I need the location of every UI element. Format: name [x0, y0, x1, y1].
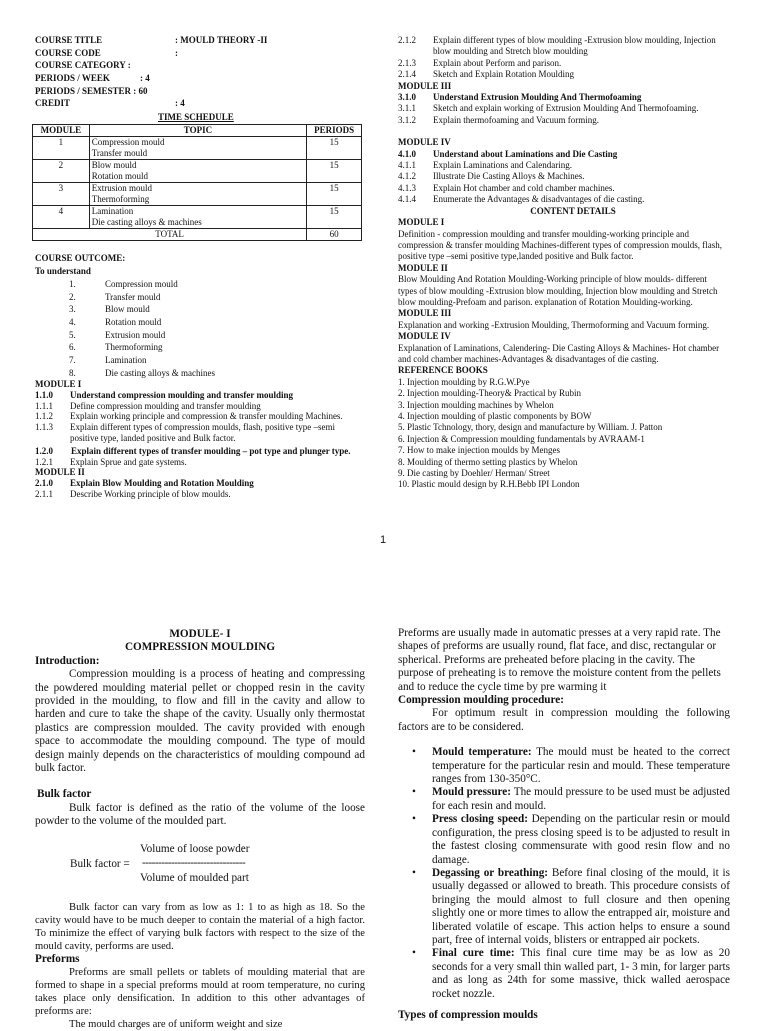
- content-paragraph: Blow Moulding And Rotation Moulding-Working principle of blow moulds- different types of blow moulding -Extrusion blow moulding, Injection blow moulding and Stretch blow moulding-Prefoam and parison. explanation of Rotation Moulding-working.: [398, 274, 718, 307]
- schedule-table: [32, 124, 362, 241]
- header-row: PERIODS / WEEK : 4: [35, 73, 150, 84]
- col-header-module: MODULE: [33, 125, 90, 137]
- reference-item: 3. Injection moulding machines by Whelon: [398, 399, 554, 410]
- module-heading: MODULE II: [35, 467, 85, 478]
- table-row: 3 Extrusion mould Thermoforming 15: [33, 183, 362, 206]
- reference-item: 10. Plastic mould design by R.H.Bebb IPI London: [398, 479, 580, 490]
- list-item: • Mould temperature: The mould must be heated to the correct temperature for the particular resin and mould. These temperature ranges from 130-350°C.: [412, 746, 730, 786]
- objectives-right: [398, 35, 728, 491]
- content-details-title: CONTENT DETAILS: [530, 205, 616, 216]
- list-item: 8. Die casting alloys & machines: [69, 367, 215, 378]
- objective-item: 2.1.3 Explain about Perform and parison.: [398, 57, 562, 68]
- list-item: • Final cure time: This final cure time may be as low as 20 seconds for a very small thin walled part, 1- 3 min, for larger parts and as long as 24th for some massive, thick walled aerospace rocket nozzle.: [412, 947, 730, 1000]
- reference-item: 8. Moulding of thermo setting plastics by Whelon: [398, 456, 578, 467]
- bullet-icon: •: [412, 746, 416, 759]
- list-item: 6. Thermoforming: [69, 342, 163, 353]
- bulk-vary-paragraph: Bulk factor can vary from as low as 1: 1 to as high as 18. So the cavity would have to be much deeper to contain the material of a high factor. To minimize the effect of varying bulk factors with respect to the size of the mould cavity, performs are used.: [35, 901, 365, 952]
- objective-item: 4.1.4 Enumerate the Advantages & disadvantages of die casting.: [398, 194, 645, 205]
- bullet-icon: •: [412, 947, 416, 960]
- module-subtitle: COMPRESSION MOULDING: [124, 641, 276, 654]
- page2-left-column: [35, 628, 365, 1031]
- objective-item: 1.1.3 Explain different types of compression moulds, flash, positive type –semi positive type, landed positive and Bulk factor.: [35, 422, 336, 443]
- module-title: MODULE- I: [169, 628, 231, 640]
- preforms-heading: Preforms: [35, 952, 80, 965]
- header-row: COURSE CODE :: [35, 47, 178, 58]
- objective-item: 1.1.1 Define compression moulding and transfer moulding: [35, 400, 261, 411]
- procedure-heading: Compression moulding procedure:: [398, 694, 564, 707]
- col-header-topic: TOPIC: [89, 125, 306, 137]
- objective-item: 3.1.2 Explain thermofoaming and Vacuum forming.: [398, 114, 600, 125]
- reference-item: 1. Injection moulding by R.G.W.Pye: [398, 376, 530, 387]
- reference-item: 5. Plastic Tchnology, thory, design and manufacture by William. J. Patton: [398, 422, 663, 433]
- objective-item: 2.1.2 Explain different types of blow moulding -Extrusion blow moulding, Injection blow moulding and Stretch blow moulding: [398, 35, 716, 57]
- reference-item: 9. Die casting by Doehler/ Herman/ Street: [398, 468, 550, 479]
- table-row: 4 Lamination Die casting alloys & machines 15: [33, 206, 362, 229]
- page2-right-column: [398, 627, 730, 1022]
- content-paragraph: Explanation and working -Extrusion Moulding, Thermoforming and Vacuum forming.: [398, 319, 710, 330]
- intro-paragraph: Compression moulding is a process of heating and compressing the powdered moulding material pellet or chopped resin in the cavity provided in the moulding, to flow and fill in the cavity and allow to harden and cure to take the shape of the cavity. Usually only thermostat plastics are compression moulded. The cavity provided with enough space to accommodate the moulding compound. The type of mould design mainly depends on the characteristics of moulding compound ad bulk factor.: [35, 668, 365, 775]
- objective-item: 3.1.1 Sketch and explain working of Extrusion Moulding And Thermofoaming.: [398, 103, 699, 114]
- content-module-heading: MODULE I: [398, 217, 445, 228]
- outcome-title: COURSE OUTCOME:: [35, 253, 126, 263]
- content-module-heading: MODULE III: [398, 308, 452, 319]
- bulk-heading: Bulk factor: [37, 788, 92, 801]
- objective-item: 4.1.3 Explain Hot chamber and cold chamber machines.: [398, 182, 615, 193]
- types-heading: Types of compression moulds: [398, 1008, 538, 1021]
- list-item: 7. Lamination: [69, 355, 147, 366]
- content-module-heading: MODULE II: [398, 262, 448, 273]
- objective-item: 3.1.0 Understand Extrusion Moulding And Thermofoaming: [398, 92, 642, 103]
- objective-item: 4.1.0 Understand about Laminations and Die Casting: [398, 148, 618, 159]
- objectives-left: [35, 379, 365, 500]
- list-item: 3. Blow mould: [69, 304, 150, 315]
- course-header: [35, 34, 365, 110]
- module-heading: MODULE IV: [398, 137, 451, 148]
- intro-heading: Introduction:: [35, 654, 100, 667]
- list-item: • Degassing or breathing: Before final closing of the mould, it is usually degassed or allowed to breath. This procedure consists of bringing the mould almost to full closure and then opening slightly one or more times to allow the entrapped air, moisture and liberated volatile of escape. This action helps to ensure a sound part, free of internal voids, blisters or entrapped air pockets.: [412, 866, 731, 946]
- reference-item: 6. Injection & Compression moulding fundamentals by AVRAAM-1: [398, 433, 645, 444]
- list-item: • Press closing speed: Depending on the particular resin or mould configuration, the press closing speed is to be adjusted to result in the fastest closing commensurate with good resin flow and no damage.: [412, 813, 731, 866]
- table-row: 1 Compression mould Transfer mould 15: [33, 137, 362, 160]
- objective-item: 1.2.0 Explain different types of transfer moulding – pot type and plunger type.: [35, 445, 351, 456]
- bullet-icon: •: [412, 813, 416, 826]
- objective-item: 4.1.1 Explain Laminations and Calendaring.: [398, 160, 572, 171]
- header-row: COURSE TITLE : MOULD THEORY -II: [35, 35, 268, 45]
- objective-item: 4.1.2 Illustrate Die Casting Alloys & Machines.: [398, 171, 585, 182]
- content-paragraph: Definition - compression moulding and transfer moulding-working principle and compression & transfer moulding Machines-different types of compression moulds, flash, positive type –semi positive type,landed positive and Bulk factor.: [398, 228, 723, 262]
- procedure-paragraph: For optimum result in compression moulding the following factors are to be considered.: [398, 707, 730, 733]
- table-row: 2 Blow mould Rotation mould 15: [33, 160, 362, 183]
- time-schedule-title: TIME SCHEDULE: [158, 112, 234, 122]
- preforms-paragraph: Preforms are small pellets or tablets of moulding material that are formed to shape in a special preforms mould at room temperature, no curing takes place only densification. In addition to this other advantages of preforms are:: [35, 967, 365, 1018]
- objective-item: 2.1.0 Explain Blow Moulding and Rotation Moulding: [35, 478, 254, 489]
- preforms-intro: Preforms are usually made in automatic presses at a very rapid rate. The shapes of preforms are usually round, flat face, and disc, rectangular or spherical. Preforms are preheated before placing in the cavity. The purpose of preheating is to remove the moisture content from the pellets and to reduce the cycle time by pre warming it: [398, 627, 721, 693]
- content-module-heading: MODULE IV: [398, 331, 451, 342]
- table-total-row: TOTAL 60: [33, 229, 362, 241]
- list-item: 5. Extrusion mould: [69, 329, 166, 340]
- objective-item: 1.2.1 Explain Sprue and gate systems.: [35, 456, 187, 467]
- list-item: 4. Rotation mould: [69, 316, 162, 327]
- objective-item: 1.1.2 Explain working principle and compression & transfer moulding Machines.: [35, 411, 343, 422]
- reference-item: 2. Injection moulding-Theory& Practical by Rubin: [398, 388, 581, 399]
- bullet-icon: •: [412, 786, 416, 799]
- outcome-subtitle: To understand: [35, 265, 91, 276]
- header-row: COURSE CATEGORY :: [35, 60, 131, 71]
- factor-list: [398, 746, 730, 1001]
- list-item: 2. Transfer mould: [69, 291, 161, 302]
- objective-item: 2.1.1 Describe Working principle of blow moulds.: [35, 488, 231, 499]
- bulk-definition: Bulk factor is defined as the ratio of the volume of the loose powder to the volume of the moulded part.: [35, 801, 365, 828]
- preforms-cut-line: The mould charges are of uniform weight and size: [69, 1019, 283, 1031]
- header-row: CREDIT : 4: [35, 98, 185, 109]
- reference-item: 7. How to make injection moulds by Menges: [398, 445, 560, 456]
- bullet-icon: •: [412, 866, 416, 879]
- objective-item: 2.1.4 Sketch and Explain Rotation Moulding: [398, 69, 574, 80]
- header-row: PERIODS / SEMESTER : 60: [35, 85, 148, 96]
- bulk-formula: Volume of loose powder Bulk factor = -------------------------------- Volume of moulded part: [70, 842, 250, 884]
- module-heading: MODULE III: [398, 80, 452, 91]
- course-outcome: [35, 252, 365, 379]
- reference-item: 4. Injection moulding of plastic components by BOW: [398, 411, 592, 421]
- objective-item: 1.1.0 Understand compression moulding and transfer moulding: [35, 389, 293, 400]
- list-item: • Mould pressure: The mould pressure to be used must be adjusted for each resin and mould.: [412, 786, 730, 812]
- col-header-periods: PERIODS: [307, 125, 362, 137]
- content-paragraph: Explanation of Laminations, Calendering- Die Casting Alloys & Machines- Hot chamber and cold chamber machines-Advantages & disadvantages of die casting.: [398, 342, 720, 364]
- module-heading: MODULE I: [35, 379, 82, 389]
- references-title: REFERENCE BOOKS: [398, 365, 488, 376]
- list-item: 1. Compression mould: [69, 278, 178, 289]
- page-number: 1: [380, 534, 387, 546]
